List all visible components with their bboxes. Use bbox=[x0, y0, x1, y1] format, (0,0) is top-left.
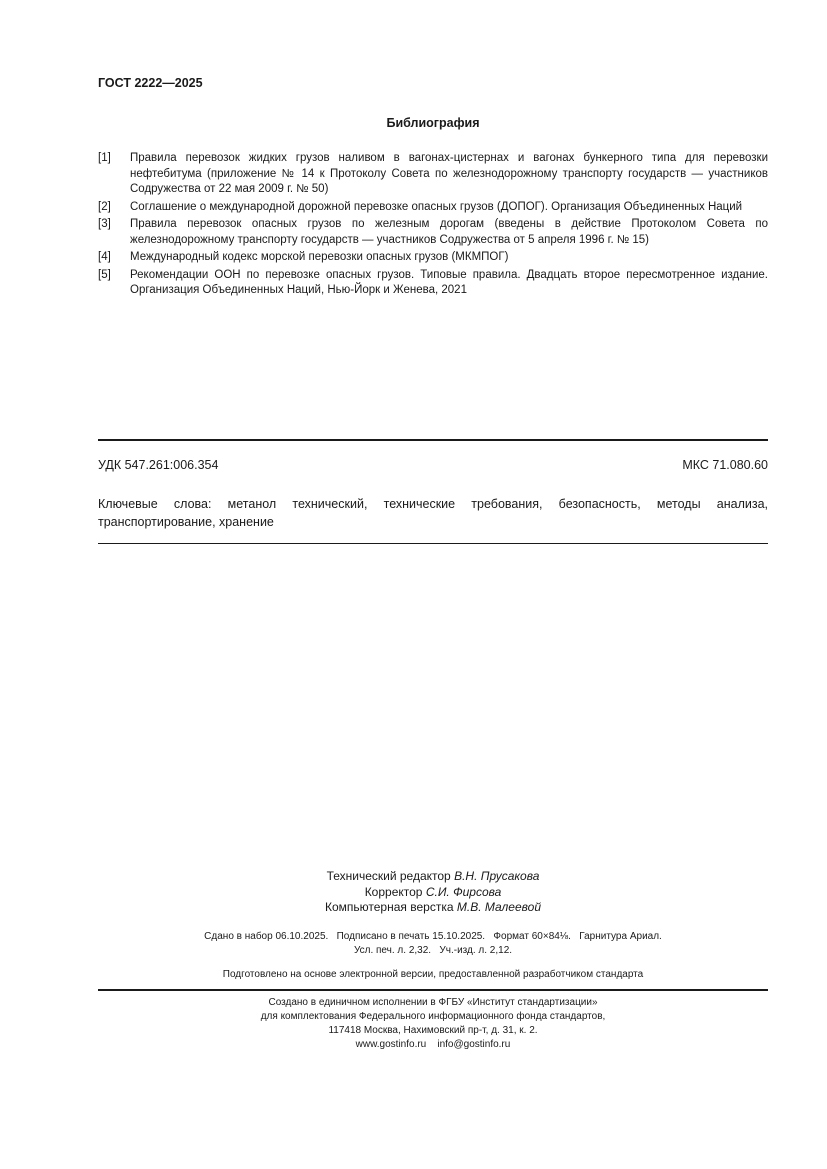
created-line-3: 117418 Москва, Нахимовский пр-т, д. 31, к. 2. bbox=[328, 1025, 538, 1036]
credit-tech-editor-name: В.Н. Прусакова bbox=[454, 869, 540, 883]
bibliography-item bbox=[98, 250, 768, 266]
credit-layout-label: Компьютерная верстка bbox=[325, 900, 454, 914]
keywords: Ключевые слова: метанол технический, технические требования, безопасность, методы анализа, транспортирование, хранение bbox=[98, 497, 768, 529]
credit-corrector bbox=[98, 885, 768, 901]
bibliography-item-text: Международный кодекс морской перевозки опасных грузов (МКМПОГ) bbox=[130, 251, 509, 263]
prepared-note: Подготовлено на основе электронной версии, предоставленной разработчиком стандарта bbox=[222, 969, 644, 980]
bibliography-item-number: [4] bbox=[98, 251, 111, 263]
created-line-1: Создано в единичном исполнении в ФГБУ «Институт стандартизации» bbox=[268, 997, 598, 1008]
bibliography-list bbox=[98, 151, 768, 301]
bibliography-item bbox=[98, 217, 768, 248]
divider-keywords bbox=[98, 543, 768, 544]
bibliography-item-number: [5] bbox=[98, 268, 111, 281]
bibliography-item-number: [1] bbox=[98, 152, 111, 164]
credit-corrector-label: Корректор bbox=[364, 884, 423, 899]
created-info bbox=[98, 996, 768, 1052]
divider-bottom bbox=[98, 989, 768, 991]
publication-info bbox=[98, 930, 768, 958]
bibliography-item-text: Правила перевозок опасных грузов по железным дорогам (введены в действие Протоколом Совета по железнодорожному транспорту государств — участников Содружества от 5 апреля 1996 г. № 15) bbox=[130, 218, 768, 246]
bibliography-item-text: Рекомендации ООН по перевозке опасных грузов. Типовые правила. Двадцать второе пересмотренное издание. Организация Объединенных Наций, Нью-Йорк и Женева, 2021 bbox=[130, 268, 768, 296]
publication-line-1: Сдано в набор 06.10.2025. Подписано в печать 15.10.2025. Формат 60×84⅛. Гарнитура Ариал. bbox=[204, 931, 662, 942]
udk-code: УДК 547.261:006.354 bbox=[98, 458, 219, 472]
credit-tech-editor bbox=[98, 869, 768, 885]
bibliography-item-number: [2] bbox=[98, 200, 111, 213]
credit-layout bbox=[98, 900, 768, 916]
bibliography-item bbox=[98, 151, 768, 198]
bibliography-item bbox=[98, 200, 768, 216]
standard-header: ГОСТ 2222—2025 bbox=[98, 76, 203, 90]
bibliography-item-text: Правила перевозок жидких грузов наливом в вагонах-цистернах и вагонах бункерного типа для перевозки нефтебитума (приложение № 14 к Протоколу Совета по железнодорожному транспорту государств — участников Содружества от 22 мая 2009 г. № 50) bbox=[130, 152, 768, 195]
publication-line-2: Усл. печ. л. 2,32. Уч.-изд. л. 2,12. bbox=[353, 945, 513, 956]
mks-code: МКС 71.080.60 bbox=[682, 458, 768, 472]
credit-layout-name: М.В. Малеевой bbox=[456, 900, 541, 914]
divider-top bbox=[98, 439, 768, 441]
credit-corrector-name: С.И. Фирсова bbox=[425, 884, 502, 899]
bibliography-item-number: [3] bbox=[98, 218, 111, 230]
created-line-2: для комплектования Федерального информационного фонда стандартов, bbox=[260, 1011, 606, 1022]
created-line-4: www.gostinfo.ru info@gostinfo.ru bbox=[355, 1039, 511, 1050]
credits-block bbox=[98, 869, 768, 916]
bibliography-item bbox=[98, 268, 768, 299]
bibliography-item-text: Соглашение о международной дорожной перевозке опасных грузов (ДОПОГ). Организация Объединенных Наций bbox=[130, 200, 743, 213]
bibliography-title: Библиография bbox=[386, 116, 480, 130]
credit-tech-editor-label: Технический редактор bbox=[326, 869, 451, 883]
